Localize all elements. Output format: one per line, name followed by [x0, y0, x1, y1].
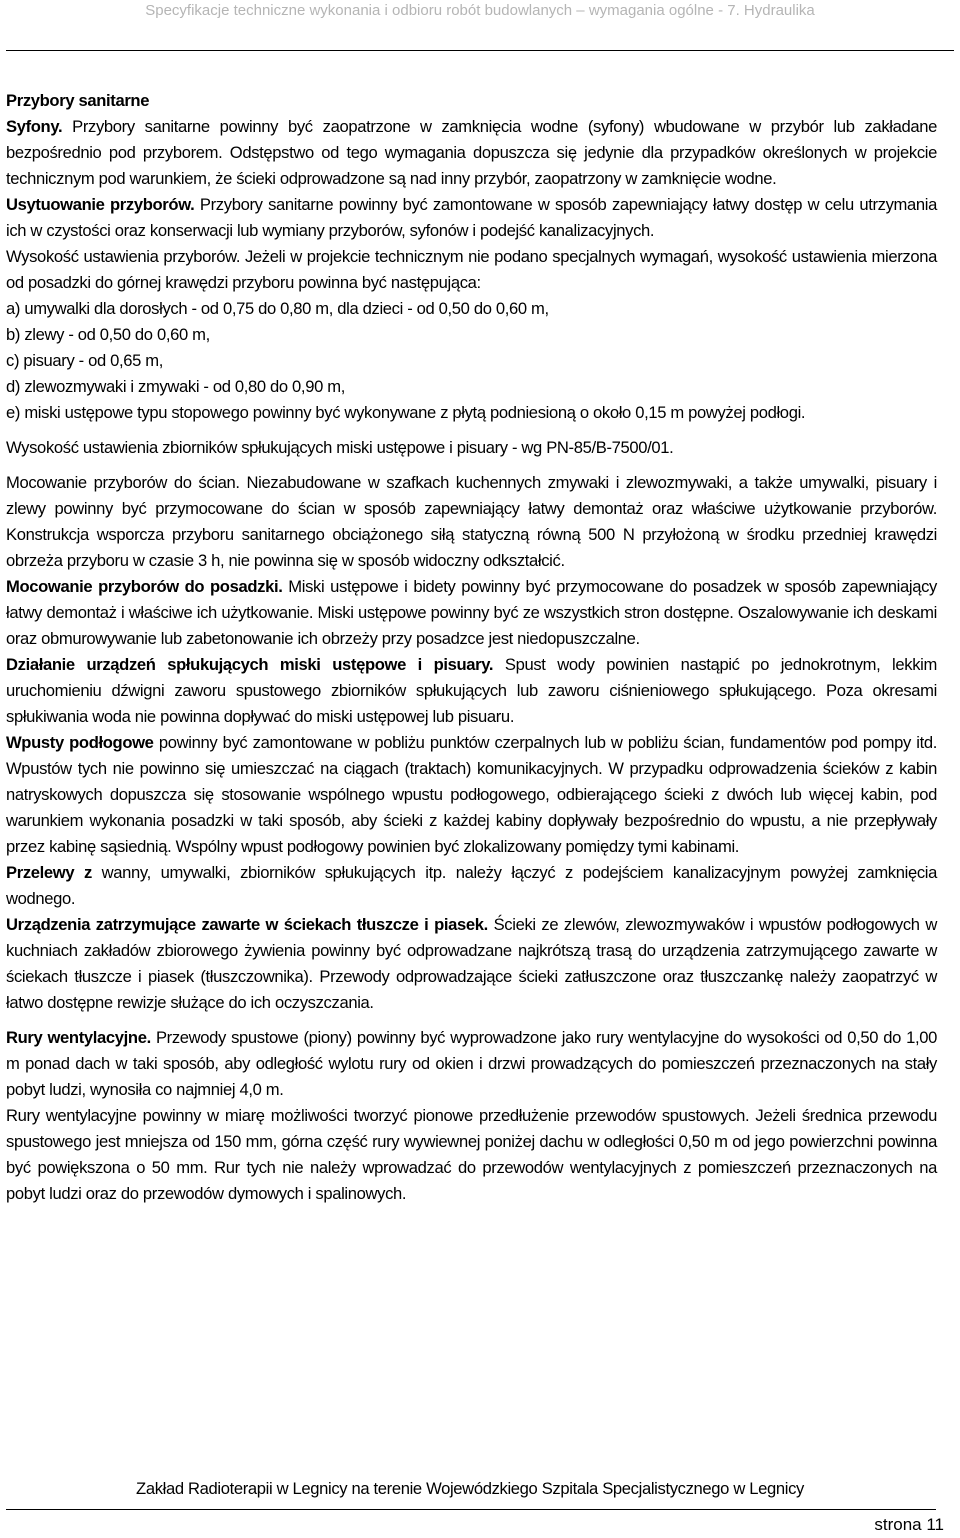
list-item: c) pisuary - od 0,65 m, — [6, 351, 164, 370]
paragraph-text: Niezabudowane w szafkach kuchennych zmywaki i zlewozmywaki, a także umywalki, pisuary i zlewy powinny być przymocowane do ścian w sposób zapewniający łatwy demontaż oraz właściwe użytkowanie przyborów. Konstrukcja wsporcza przyboru sanitarnego obciążonego siłą statyczną równą 500 N przyłożoną w środku przedniej krawędzi obrzeża przyboru w czasie 3 h, nie powinna się w sposób widoczny odkształcić. — [6, 473, 937, 570]
paragraph-text: Przybory sanitarne powinny być zamontowane w sposób zapewniający łatwy dostęp w celu utrzymania ich w czystości oraz konserwacji lub wymiany przyborów, syfonów i podejść kanalizacyjnych. — [6, 195, 937, 240]
paragraph-mocowanie-scian — [6, 470, 937, 574]
paragraph-lead: Przelewy z — [6, 863, 92, 882]
paragraph-przelewy — [6, 860, 937, 912]
list-item: d) zlewozmywaki i zmywaki - od 0,80 do 0,90 m, — [6, 377, 345, 396]
paragraph-text: Jeżeli w projekcie technicznym nie podano specjalnych wymagań, wysokość ustawienia mierzona od posadzki do górnej krawędzi przyboru powinna być następująca: — [6, 247, 937, 292]
paragraph-syfony — [6, 114, 937, 192]
paragraph-text: powinny być zamontowane w pobliżu punktów czerpalnych lub w pobliżu ścian, fundamentów pod pompy itd. Wpustów tych nie powinno się umieszczać na ciągach (traktach) komunikacyjnych. W przypadku odprowadzenia ścieków z kabin natryskowych dopuszcza się stosowanie wspólnego wpustu podłogowego, odbierającego ścieki z dwóch lub więcej kabin, pod warunkiem wykonania posadzki w taki sposób, aby ścieki z każdej kabiny dopływały bezpośrednio do wpustu, a nie przepływały przez kabinę sąsiednią. Wspólny wpust podłogowy powinien być zlokalizowany pomiędzy tymi kabinami. — [6, 733, 937, 856]
paragraph-lead: Urządzenia zatrzymujące zawarte w ściekach tłuszcze i piasek. — [6, 915, 488, 934]
paragraph-dzialanie — [6, 652, 937, 730]
paragraph-rury — [6, 1025, 937, 1103]
paragraph-text: wanny, umywalki, zbiorników spłukujących itp. należy łączyć z podejściem kanalizacyjnym powyżej zamknięcia wodnego. — [6, 863, 937, 908]
list-item: b) zlewy - od 0,50 do 0,60 m, — [6, 325, 210, 344]
paragraph-text: Przewody spustowe (piony) powinny być wyprowadzone jako rury wentylacyjne do wysokości od 0,50 do 1,00 m ponad dach w taki sposób, aby odległość wylotu rury od okien i drzwi prowadzących do pomieszczeń przeznaczonych na stały pobyt ludzi, wynosiła co najmniej 4,0 m. — [6, 1028, 937, 1099]
paragraph-lead: Mocowanie przyborów do posadzki. — [6, 577, 283, 596]
running-footer: Zakład Radioterapii w Legnicy na terenie Wojewódzkiego Szpitala Specjalistycznego w Legnicy — [136, 1479, 804, 1498]
page-number: strona 11 — [874, 1515, 944, 1534]
section-title: Przybory sanitarne — [6, 91, 150, 110]
paragraph-wysokosc — [6, 244, 937, 296]
paragraph-lead: Wysokość ustawienia przyborów. — [6, 247, 241, 266]
paragraph-lead: Usytuowanie przyborów. — [6, 195, 195, 214]
paragraph-urzadzenia — [6, 912, 937, 1016]
header-divider — [6, 50, 954, 51]
paragraph-text: Przybory sanitarne powinny być zaopatrzone w zamknięcia wodne (syfony) wbudowane w przybór lub zakładane bezpośrednio pod przyborem. Odstępstwo od tego wymagania dopuszcza się jedynie dla przypadków określonych w projekcie technicznym pod warunkiem, że ścieki odprowadzone są nad inny przybór, zaopatrzony w zamknięcie wodne. — [6, 117, 937, 188]
footer-divider — [6, 1509, 936, 1510]
paragraph-usytuowanie — [6, 192, 937, 244]
paragraph-lead: Działanie urządzeń spłukujących miski ustępowe i pisuary. — [6, 655, 494, 674]
paragraph-lead: Rury wentylacyjne. — [6, 1028, 151, 1047]
paragraph-wpusty — [6, 730, 937, 860]
paragraph-lead: Mocowanie przyborów do ścian. — [6, 473, 240, 492]
document-body — [6, 88, 937, 1207]
paragraph-lead: Syfony. — [6, 117, 63, 136]
paragraph-rury-2: Rury wentylacyjne powinny w miarę możliwości tworzyć pionowe przedłużenie przewodów spustowych. Jeżeli średnica przewodu spustowego jest mniejsza od 150 mm, górna część rury wywiewnej poniżej dachu w odległości 0,50 m od jego powierzchni powinna być powiększona o 50 mm. Rur tych nie należy wprowadzać do przewodów wentylacyjnych z pomieszczeń przeznaczonych na pobyt ludzi oraz do przewodów dymowych i spalinowych. — [6, 1106, 937, 1203]
list-item: a) umywalki dla dorosłych - od 0,75 do 0,80 m, dla dzieci - od 0,50 do 0,60 m, — [6, 299, 549, 318]
paragraph-lead: Wpusty podłogowe — [6, 733, 154, 752]
paragraph-zbiorniki: Wysokość ustawienia zbiorników spłukujących miski ustępowe i pisuary - wg PN-85/B-7500/01. — [6, 438, 674, 457]
list-item: e) miski ustępowe typu stopowego powinny być wykonywane z płytą podniesioną o około 0,15 m powyżej podłogi. — [6, 403, 806, 422]
running-header: Specyfikacje techniczne wykonania i odbioru robót budowlanych – wymagania ogólne - 7. Hydraulika — [145, 2, 815, 19]
paragraph-text: Spust wody powinien nastąpić po jednokrotnym, lekkim uruchomieniu dźwigni zaworu spustowego zbiorników spłukujących lub zaworu ciśnieniowego spłukującego. Poza okresami spłukiwania woda nie powinna dopływać do miski ustępowej lub pisuaru. — [6, 655, 937, 726]
paragraph-text: Miski ustępowe i bidety powinny być przymocowane do posadzek w sposób zapewniający łatwy demontaż i właściwe ich użytkowanie. Miski ustępowe powinny być ze wszystkich stron dostępne. Oszalowywanie ich deskami oraz obmurowywanie lub zabetonowanie ich obrzeży przy posadzce jest niedopuszczalne. — [6, 577, 937, 648]
paragraph-mocowanie-posadzki — [6, 574, 937, 652]
paragraph-text: Ścieki ze zlewów, zlewozmywaków i wpustów podłogowych w kuchniach zakładów zbiorowego żywienia powinny być odprowadzane najkrótszą trasą do urządzenia zatrzymującego zawarte w ściekach tłuszcze i piasek (tłuszczownika). Przewody odprowadzające ścieki zatłuszczone oraz tłuszczankę należy zaopatrzyć w łatwo dostępne rewizje służące do ich oczyszczania. — [6, 915, 937, 1012]
